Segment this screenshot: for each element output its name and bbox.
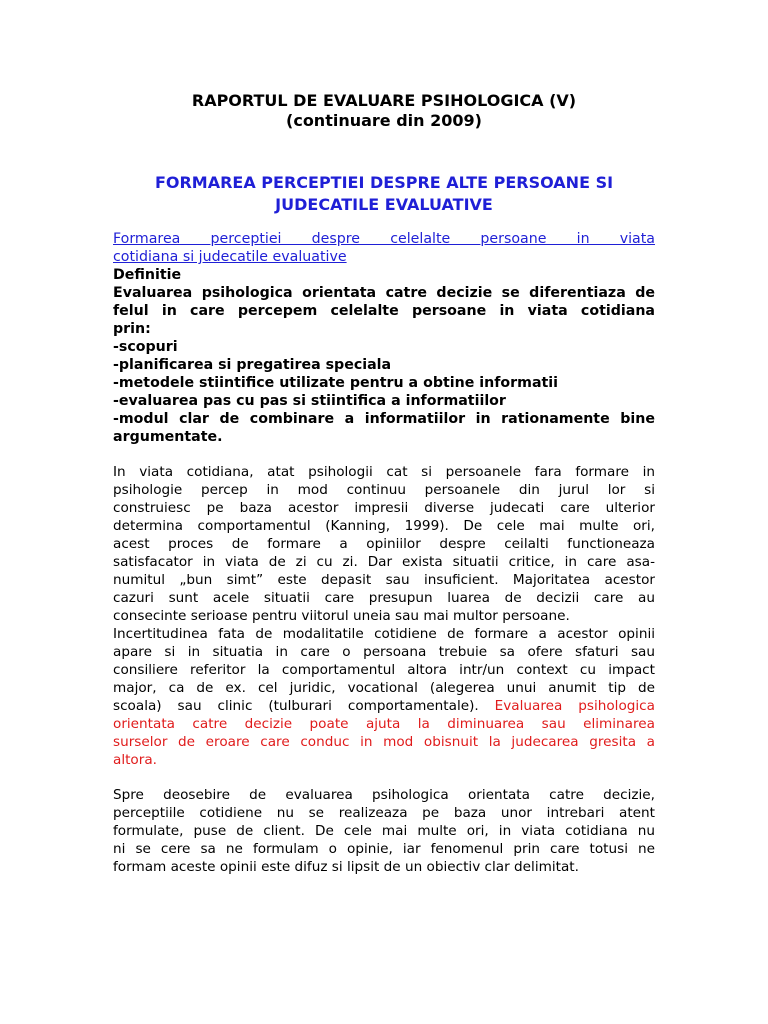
- document-body: [113, 230, 655, 876]
- paragraph-line: ni se cere sa ne formulam o opinie, iar fenomenul prin care totusi ne: [113, 841, 655, 857]
- paragraph-line: major, ca de ex. cel juridic, vocational (alegerea unui anumit tip de: [113, 680, 655, 696]
- paragraph-line: determina comportamentul (Kanning, 1999). De cele mai multe ori,: [113, 518, 655, 534]
- highlighted-line: surselor de eroare care conduc in mod obisnuit la judecarea gresita a: [113, 734, 655, 750]
- definition-list-item: -evaluarea pas cu pas si stiintifica a informatiilor: [113, 393, 506, 409]
- paragraph-line: cazuri sunt acele situatii care presupun luarea de decizii care au: [113, 590, 655, 606]
- heading-line-2: JUDECATILE EVALUATIVE: [275, 195, 493, 214]
- definition-label: Definitie: [113, 267, 182, 283]
- paragraph-line: consiliere referitor la comportamentul altora intr/un context cu impact: [113, 662, 655, 678]
- paragraph-line: Spre deosebire de evaluarea psihologica orientata catre decizie,: [113, 787, 655, 803]
- paragraph-line: satisfacator in viata de zi cu zi. Dar exista situatii critice, in care asa-: [113, 554, 655, 570]
- paragraph-line: Incertitudinea fata de modalitatile cotidiene de formare a acestor opinii: [113, 626, 655, 642]
- paragraph-line: psihologie percep in mod continuu persoanele din jurul lor si: [113, 482, 655, 498]
- definition-line: felul in care percepem celelalte persoane in viata cotidiana: [113, 303, 655, 319]
- paragraph-line: formulate, puse de client. De cele mai multe ori, in viata cotidiana nu: [113, 823, 655, 839]
- subtitle-link-line-1[interactable]: Formarea perceptiei despre celelalte persoane in viata: [113, 231, 655, 247]
- definition-list-item: -planificarea si pregatirea speciala: [113, 357, 392, 373]
- document-title: [113, 91, 655, 131]
- definition-line: prin:: [113, 321, 151, 337]
- paragraph-text: scoala) sau clinic (tulburari comportamentale).: [113, 698, 495, 714]
- paragraph-2: [113, 786, 655, 876]
- heading-line-1: FORMAREA PERCEPTIEI DESPRE ALTE PERSOANE SI: [154, 173, 614, 192]
- paragraph-gap: [113, 769, 655, 786]
- highlighted-text: Evaluarea psihologica: [494, 698, 655, 714]
- definition-line: Evaluarea psihologica orientata catre decizie se diferentiaza de: [113, 285, 655, 301]
- paragraph-line: acest proces de formare a opiniilor despre ceilalti functioneaza: [113, 536, 655, 552]
- definition-list-item: -metodele stiintifice utilizate pentru a obtine informatii: [113, 375, 559, 391]
- definition-list-item: -modul clar de combinare a informatiilor in rationamente bine: [113, 411, 655, 427]
- subtitle-link-line-2[interactable]: cotidiana si judecatile evaluative: [113, 249, 347, 265]
- paragraph-1: [113, 463, 655, 769]
- paragraph-line-mixed: [113, 697, 655, 715]
- paragraph-line: consecinte serioase pentru viitorul uneia sau mai multor persoane.: [113, 608, 570, 624]
- title-line-2: (continuare din 2009): [286, 111, 482, 130]
- paragraph-line: construiesc pe baza acestor impresii diverse judecati care ulterior: [113, 500, 655, 516]
- paragraph-line: perceptiile cotidiene nu se realizeaza pe baza unor intrebari atent: [113, 805, 655, 821]
- section-heading: [113, 172, 655, 216]
- paragraph-gap: [113, 446, 655, 463]
- paragraph-line: formam aceste opinii este difuz si lipsit de un obiectiv clar delimitat.: [113, 859, 579, 875]
- definition-line: argumentate.: [113, 429, 223, 445]
- highlighted-line: altora.: [113, 752, 157, 768]
- title-line-1: RAPORTUL DE EVALUARE PSIHOLOGICA (V): [191, 91, 577, 110]
- paragraph-line: In viata cotidiana, atat psihologii cat si persoanele fara formare in: [113, 464, 655, 480]
- highlighted-line: orientata catre decizie poate ajuta la diminuarea sau eliminarea: [113, 716, 655, 732]
- definition-list-item: -scopuri: [113, 339, 178, 355]
- paragraph-line: numitul „bun simt” este depasit sau insuficient. Majoritatea acestor: [113, 572, 655, 588]
- paragraph-line: apare si in situatia in care o persoana trebuie sa ofere sfaturi sau: [113, 644, 655, 660]
